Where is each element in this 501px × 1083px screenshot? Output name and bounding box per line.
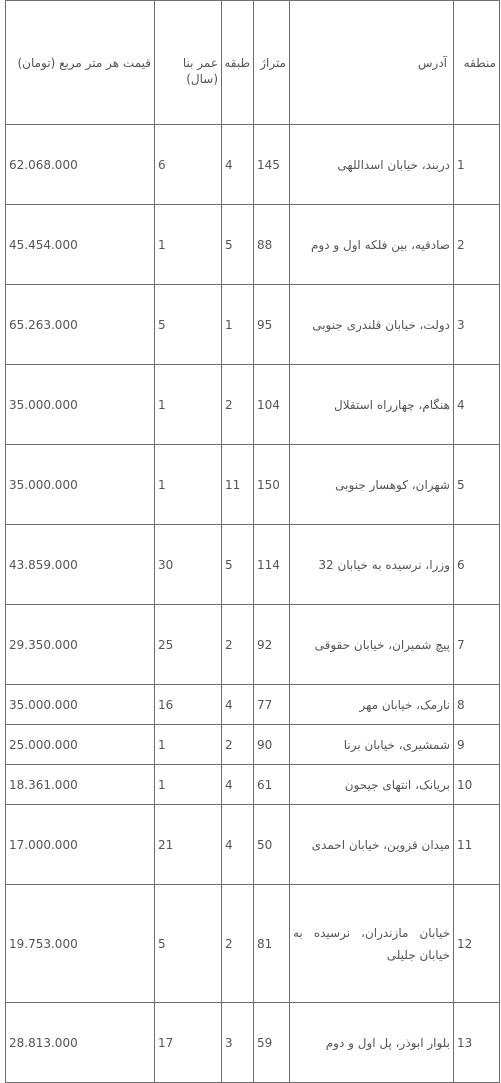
cell-area: 145 [254,125,290,205]
cell-address: وزرا، نرسیده به خیابان 32 [290,525,454,605]
cell-area: 92 [254,605,290,685]
table-row [6,365,500,445]
header-address: آدرس [290,1,454,125]
cell-age: 6 [155,125,222,205]
cell-region: 4 [454,365,500,445]
cell-price: 65.263.000 [6,285,155,365]
cell-address: بلوار ابوذر، پل اول و دوم [290,1003,454,1083]
cell-price: 45.454.000 [6,205,155,285]
cell-floor: 5 [222,525,254,605]
header-region: منطقه [454,1,500,125]
table-row [6,765,500,805]
table-row [6,685,500,725]
cell-area: 95 [254,285,290,365]
cell-region: 3 [454,285,500,365]
cell-age: 5 [155,285,222,365]
cell-price: 35.000.000 [6,365,155,445]
cell-region: 11 [454,805,500,885]
cell-age: 30 [155,525,222,605]
cell-area: 59 [254,1003,290,1083]
cell-age: 1 [155,365,222,445]
table-row [6,1003,500,1083]
cell-price: 35.000.000 [6,685,155,725]
cell-age: 21 [155,805,222,885]
cell-region: 7 [454,605,500,685]
cell-age: 5 [155,885,222,1003]
header-floor: طبقه [222,1,254,125]
cell-price: 28.813.000 [6,1003,155,1083]
cell-price: 19.753.000 [6,885,155,1003]
header-price: قیمت هر متر مربع (تومان) [6,1,155,125]
cell-area: 90 [254,725,290,765]
cell-region: 8 [454,685,500,725]
table-row [6,205,500,285]
cell-address: صادقیه، بین فلکه اول و دوم [290,205,454,285]
cell-address: پیچ شمیران، خیابان حقوقی [290,605,454,685]
cell-floor: 1 [222,285,254,365]
cell-address: بریانک، انتهای جیحون [290,765,454,805]
cell-region: 12 [454,885,500,1003]
cell-address: میدان قزوین، خیابان احمدی [290,805,454,885]
cell-floor: 3 [222,1003,254,1083]
cell-area: 50 [254,805,290,885]
table-row [6,725,500,765]
cell-price: 43.859.000 [6,525,155,605]
cell-floor: 2 [222,605,254,685]
cell-age: 1 [155,725,222,765]
cell-address: شمشیری، خیابان برنا [290,725,454,765]
cell-price: 17.000.000 [6,805,155,885]
cell-area: 81 [254,885,290,1003]
cell-address: شهران، کوهسار جنوبی [290,445,454,525]
cell-address: دربند، خیابان اسداللهی [290,125,454,205]
cell-address: هنگام، چهارراه استقلال [290,365,454,445]
cell-price: 18.361.000 [6,765,155,805]
cell-area: 88 [254,205,290,285]
cell-age: 17 [155,1003,222,1083]
cell-floor: 2 [222,885,254,1003]
cell-age: 25 [155,605,222,685]
cell-price: 29.350.000 [6,605,155,685]
cell-floor: 2 [222,725,254,765]
cell-region: 2 [454,205,500,285]
cell-floor: 5 [222,205,254,285]
cell-price: 35.000.000 [6,445,155,525]
cell-floor: 11 [222,445,254,525]
cell-region: 6 [454,525,500,605]
cell-area: 77 [254,685,290,725]
cell-floor: 4 [222,685,254,725]
cell-age: 1 [155,445,222,525]
cell-address: خیابان مازندران، نرسیده به خیابان جلیلی [290,885,454,1003]
header-area: متراژ [254,1,290,125]
cell-floor: 4 [222,765,254,805]
table-row [6,125,500,205]
cell-floor: 2 [222,365,254,445]
cell-age: 16 [155,685,222,725]
cell-region: 5 [454,445,500,525]
cell-region: 13 [454,1003,500,1083]
table-row [6,525,500,605]
cell-area: 114 [254,525,290,605]
table-row [6,885,500,1003]
cell-area: 150 [254,445,290,525]
cell-floor: 4 [222,805,254,885]
header-age: عمر بنا (سال) [155,1,222,125]
table-row [6,445,500,525]
cell-floor: 4 [222,125,254,205]
apartment-price-table [5,0,500,1083]
cell-area: 61 [254,765,290,805]
cell-area: 104 [254,365,290,445]
header-row [6,1,500,125]
cell-region: 9 [454,725,500,765]
cell-price: 25.000.000 [6,725,155,765]
table-row [6,285,500,365]
cell-address: دولت، خیابان قلندری جنوبی [290,285,454,365]
cell-price: 62.068.000 [6,125,155,205]
cell-address: نارمک، خیابان مهر [290,685,454,725]
cell-region: 1 [454,125,500,205]
cell-region: 10 [454,765,500,805]
table-row [6,605,500,685]
cell-age: 1 [155,205,222,285]
cell-age: 1 [155,765,222,805]
table-row [6,805,500,885]
